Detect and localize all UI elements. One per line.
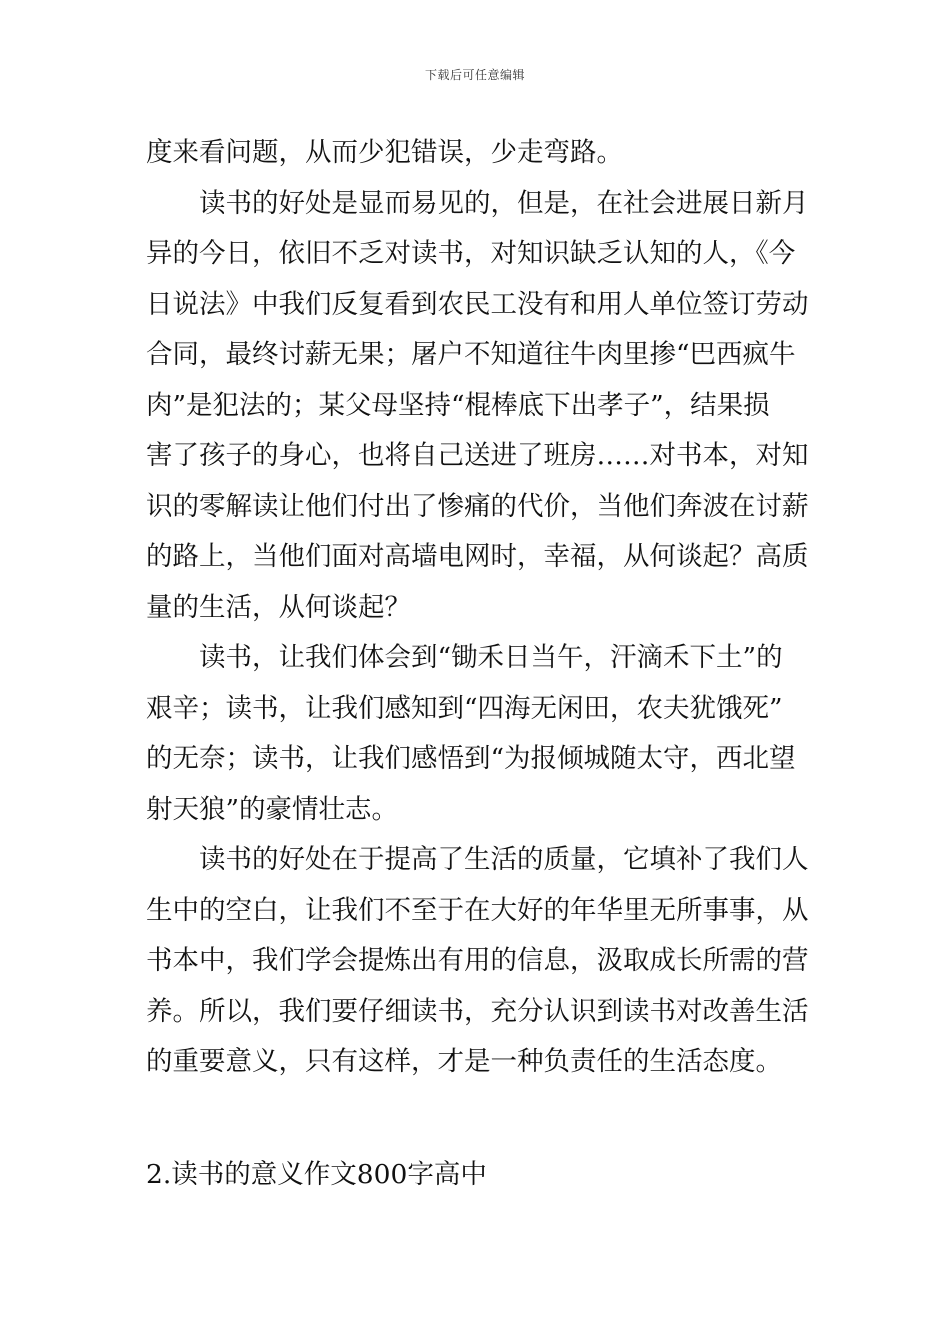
text-line: 艰辛；读书，让我们感知到“四海无闲田，农夫犹饿死” <box>146 692 783 724</box>
paragraph-poetry <box>146 633 810 835</box>
text-line: 读书的好处在于提高了生活的质量，它填补了我们人 <box>199 844 809 875</box>
text-line: 度来看问题，从而少犯错误，少走弯路。 <box>146 137 623 168</box>
page-header: 下载后可任意编辑 <box>424 68 525 82</box>
text-line: 日说法》中我们反复看到农民工没有和用人单位签订劳动 <box>146 288 809 320</box>
paragraph-continuation <box>146 128 810 179</box>
text-line: 养。所以，我们要仔细读书，充分认识到读书对改善生活 <box>146 995 809 1027</box>
document-body <box>146 128 810 1200</box>
text-line: 读书，让我们体会到“锄禾日当午，汗滴禾下土”的 <box>199 642 783 673</box>
text-line: 识的零解读让他们付出了惨痛的代价，当他们奔波在讨薪 <box>146 490 809 522</box>
text-line: 的重要意义，只有这样，才是一种负责任的生活态度。 <box>146 1046 782 1077</box>
text-line: 合同，最终讨薪无果；屠户不知道往牛肉里掺“巴西疯牛 <box>146 339 796 370</box>
text-line: 肉”是犯法的；某父母坚持“棍棒底下出孝子”，结果损 <box>146 389 770 421</box>
text-line: 读书的好处是显而易见的，但是，在社会进展日新月 <box>199 187 809 219</box>
text-line: 生中的空白，让我们不至于在大好的年华里无所事事，从 <box>146 894 809 926</box>
spacer <box>146 1088 810 1150</box>
text-line: 量的生活，从何谈起？ <box>146 591 411 623</box>
text-line: 的无奈；读书，让我们感悟到“为报倾城随太守，西北望 <box>146 743 796 774</box>
paragraph-quality-of-life <box>146 835 810 1088</box>
paragraph-benefits <box>146 179 810 634</box>
text-line: 异的今日，依旧不乏对读书，对知识缺乏认知的人，《今 <box>146 238 796 269</box>
text-line: 害了孩子的身心，也将自己送进了班房……对书本，对知 <box>146 440 809 471</box>
text-line: 射天狼”的豪情壮志。 <box>146 793 399 825</box>
text-line: 书本中，我们学会提炼出有用的信息，汲取成长所需的营 <box>146 945 809 976</box>
text-line: 的路上，当他们面对高墙电网时，幸福，从何谈起？高质 <box>146 541 809 572</box>
section-heading: 2.读书的意义作文800字高中 <box>146 1158 487 1190</box>
